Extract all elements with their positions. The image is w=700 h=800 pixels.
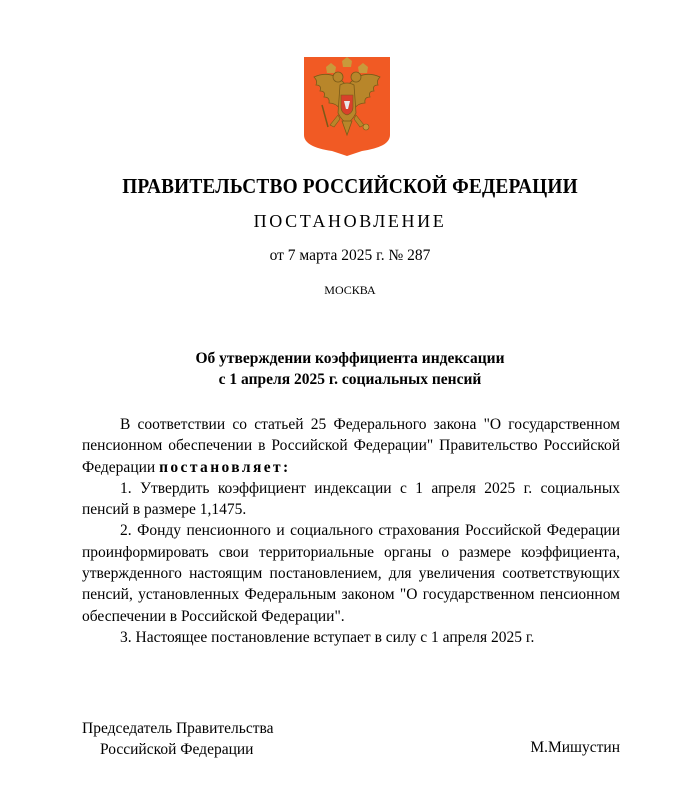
signer-name: М.Мишустин <box>530 739 620 756</box>
government-title: ПРАВИТЕЛЬСТВО РОССИЙСКОЙ ФЕДЕРАЦИИ <box>122 174 578 198</box>
item-3-paragraph: 3. Настоящее постановление вступает в силу с 1 апреля 2025 г. <box>120 628 535 646</box>
document-body <box>82 414 620 648</box>
document-type: ПОСТАНОВЛЕНИЕ <box>253 211 447 231</box>
subject-line-2: с 1 апреля 2025 г. социальных пенсий <box>218 371 482 388</box>
preamble-text: В соответствии со статьей 25 Федерального закона "О государственном пенсионном обеспечении в Российской Федерации" Правительство Российской Федерации <box>82 416 620 476</box>
signer-title-line-1: Председатель Правительства <box>82 720 274 737</box>
document-subject <box>0 348 700 390</box>
decides-keyword: постановляет: <box>159 458 291 476</box>
signer-title <box>82 718 274 760</box>
signer-title-line-2: Российской Федерации <box>100 741 254 758</box>
document-city: МОСКВА <box>324 283 376 297</box>
item-2-paragraph: 2. Фонду пенсионного и социального страхования Российской Федерации проинформировать свои территориальные органы о размере коэффициента, утвержденного настоящим постановлением, для увеличения соответствующих пенсий, установленных Федеральным законом "О государственном пенсионном обеспечении в Российской Федерации". <box>82 522 620 625</box>
coat-of-arms-icon <box>302 55 392 157</box>
subject-line-1: Об утверждении коэффициента индексации <box>195 350 505 367</box>
item-1-paragraph: 1. Утвердить коэффициент индексации с 1 апреля 2025 г. социальных пенсий в размере 1,1475. <box>82 479 620 519</box>
preamble-paragraph <box>82 414 620 478</box>
document-date-number: от 7 марта 2025 г. № 287 <box>269 247 431 264</box>
